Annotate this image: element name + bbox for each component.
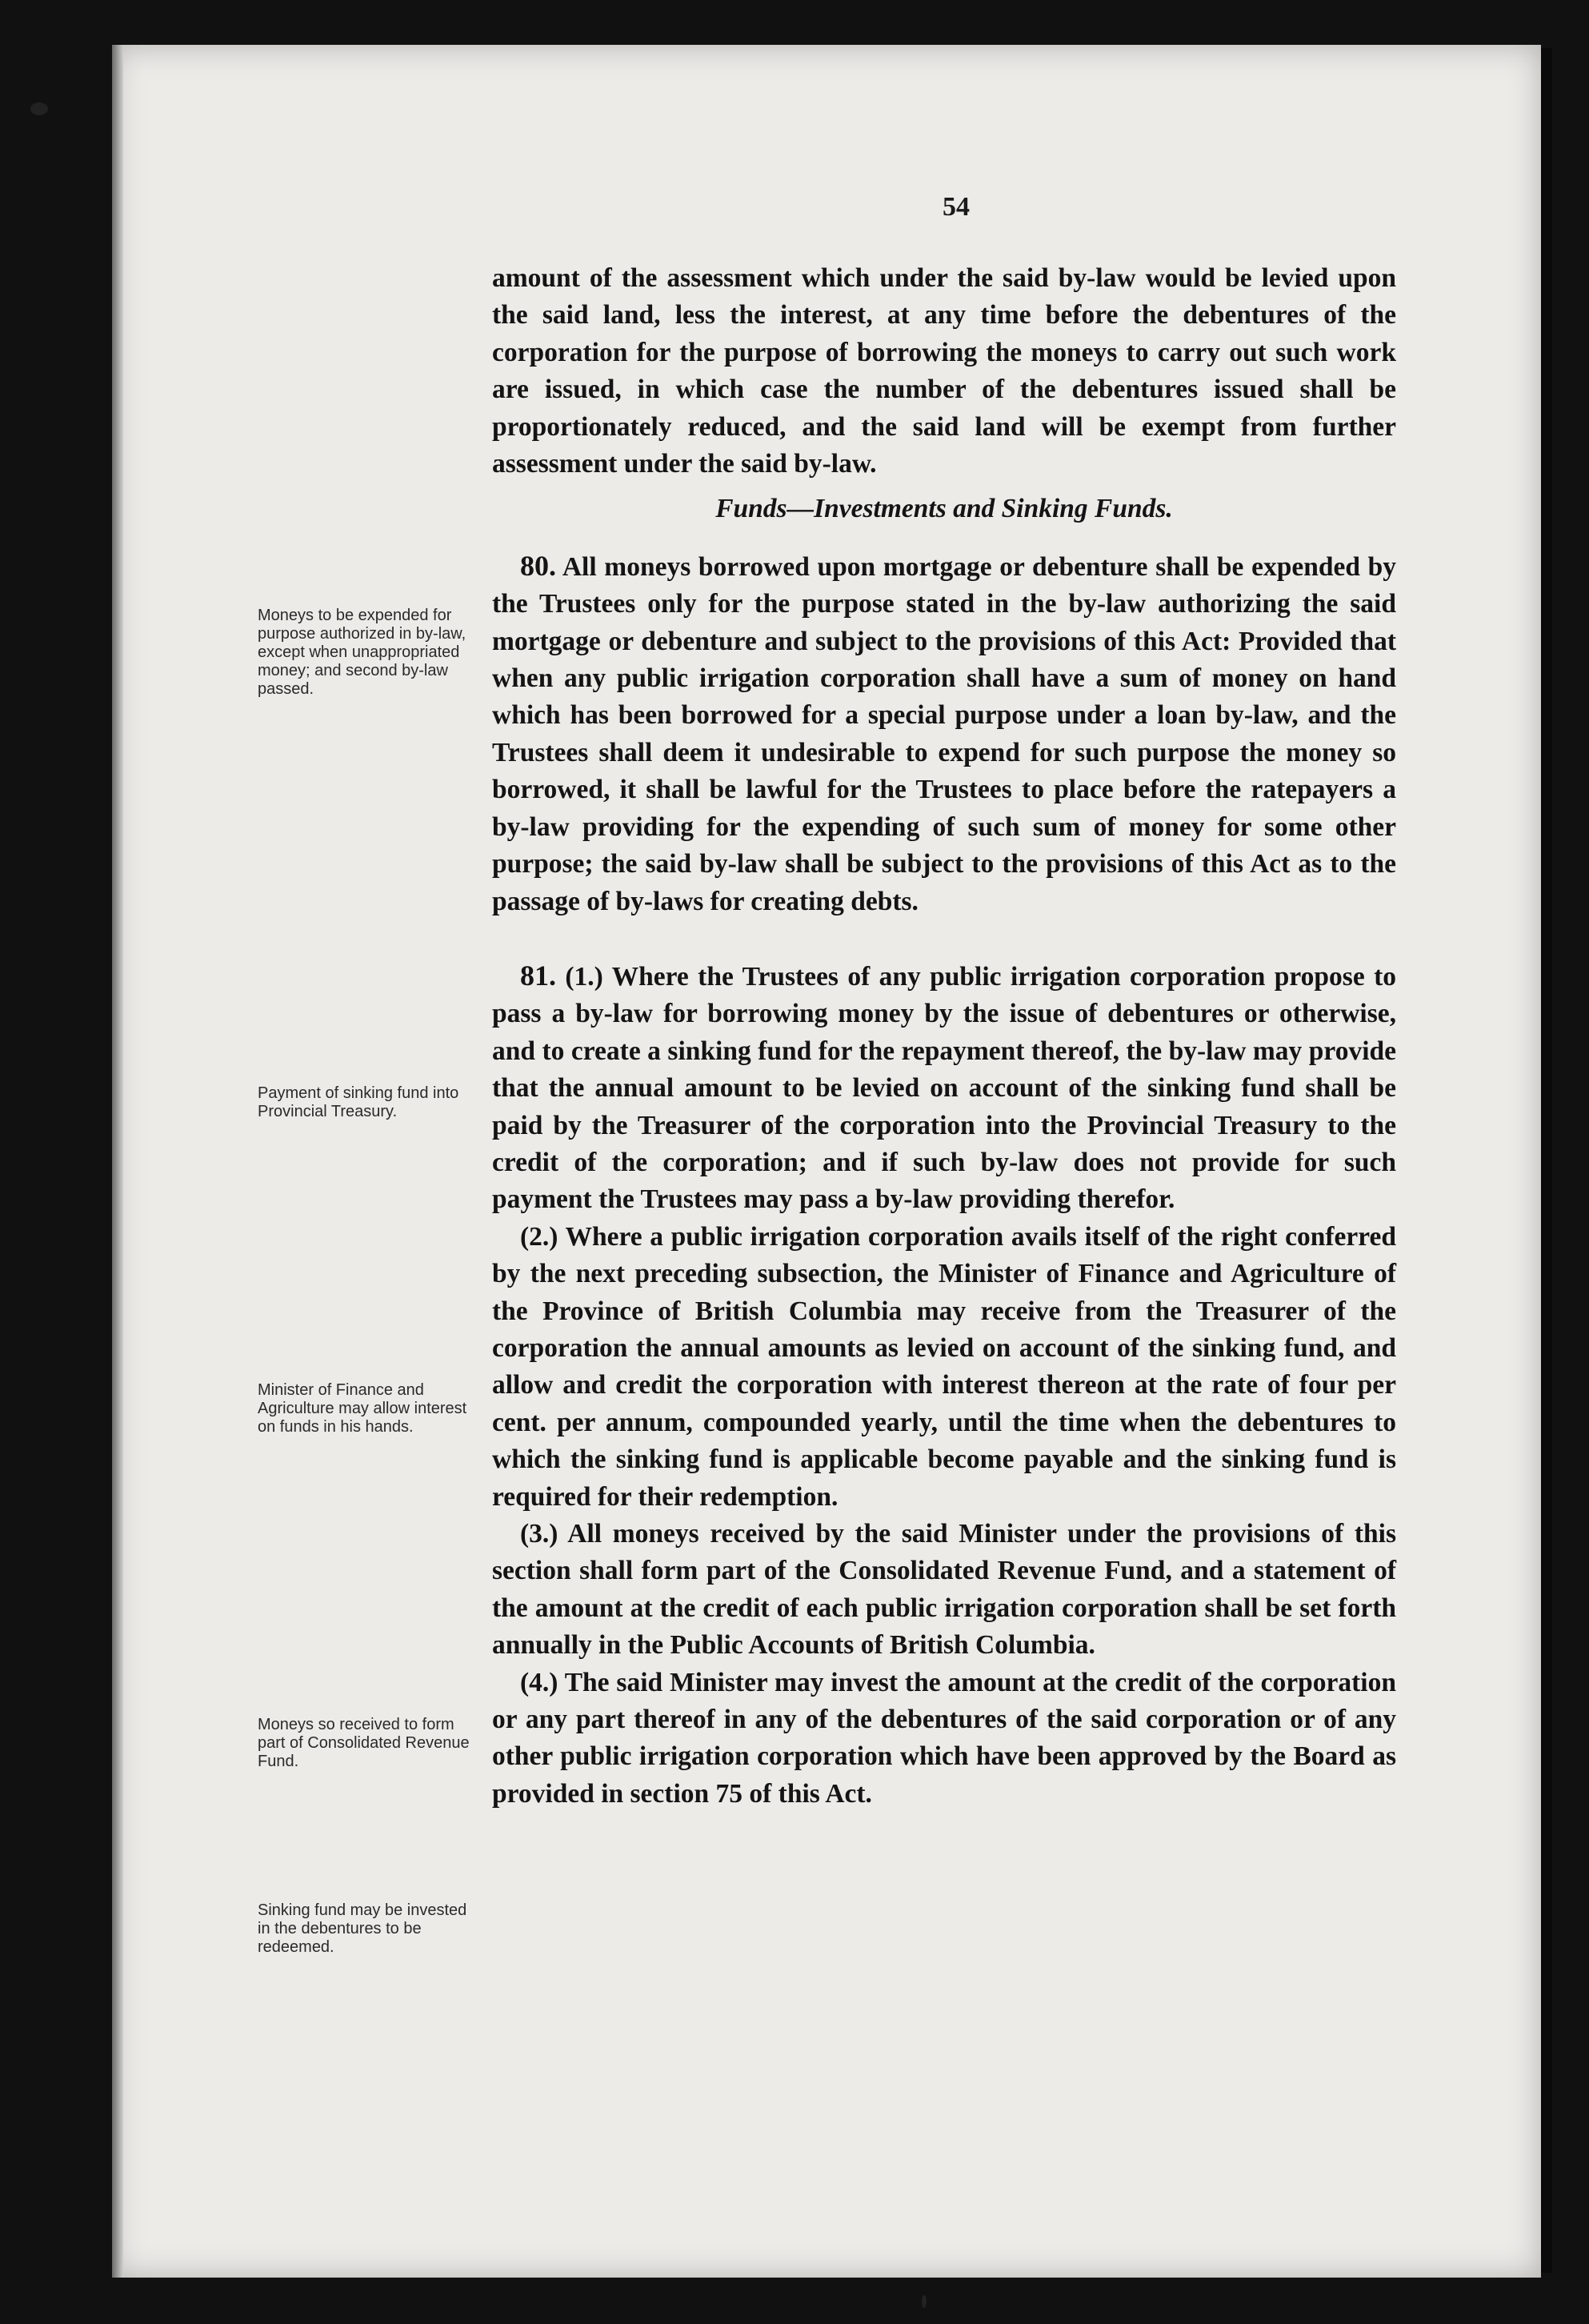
section-81-1 [492,957,1396,1219]
margin-note-section-81-3: Moneys so received to form part of Consolidated Revenue Fund. [258,1716,470,1770]
scan-speck [922,2295,927,2308]
section-81-number: 81. [520,959,556,992]
section-81-2: (2.) Where a public irrigation corporation avails itself of the right conferred by the next preceding subsection, the Minister of Finance and Agriculture of the Province of British Columbia may receive from the Treasurer of the corporation the annual amounts as levied on account of the sinking fund, and allow and credit the corporation with interest thereon at the rate of four per cent. per annum, compounded yearly, until the time when the debentures to which the sinking fund is applicable become payable and the sinking fund is required for their redemption. [492,1221,1396,1512]
section-80-text: All moneys borrowed upon mortgage or debenture shall be expended by the Trustees only for the purpose stated in the by-law authorizing the said mortgage or debenture and subject to the provisions of this Act: Provided that when any public irrigation corporation shall have a sum of money on hand which has been borrowed for a special purpose under a loan by-law, and the Trustees shall deem it undesirable to expend for such purpose the money so borrowed, it shall be lawful for the Trustees to place before the ratepayers a by-law providing for the expending of such sum of money for some other purpose; the said by-law shall be subject to the provisions of this Act as to the passage of by-laws for creating debts. [492,551,1396,916]
margin-note-section-81-4: Sinking fund may be invested in the debentures to be redeemed. [258,1901,467,1956]
opening-paragraph: amount of the assessment which under the said by-law would be levied upon the said land, less the interest, at any time before the debentures of the corporation for the purpose of borrowing the moneys to carry out such work are issued, in which case the number of the debentures issued shall be proportionately reduced, and the said land will be exempt from further assessment under the said by-law. [492,263,1396,479]
margin-note-section-81-1: Payment of sinking fund into Provincial Treasury. [258,1084,459,1120]
section-80-number: 80. [520,549,556,582]
margin-note-section-81-2: Minister of Finance and Agriculture may allow interest on funds in his hands. [258,1381,467,1436]
page-binding-edge [112,45,123,2278]
scan-speck [30,102,48,115]
section-80 [492,547,1396,920]
margin-note-section-80: Moneys to be expended for purpose authorized in by-law, except when unappropriated money; and second by-law passed. [258,607,466,698]
section-heading: Funds—Investments and Sinking Funds. [715,494,1173,524]
section-81-4: (4.) The said Minister may invest the amount at the credit of the corporation or any part thereof in any of the debentures of the said corporation or of any other public irrigation corporation which have been approved by the Board as provided in section 75 of this Act. [492,1667,1396,1809]
section-81-1-text: (1.) Where the Trustees of any public irrigation corporation propose to pass a by-law for borrowing money by the issue of debentures or otherwise, and to create a sinking fund for the repayment thereof, the by-law may provide that the annual amount to be levied on account of the sinking fund shall be paid by the Treasurer of the corporation into the Provincial Treasury to the credit of the corporation; and if such by-law does not provide for such payment the Trustees may pass a by-law providing therefor. [492,961,1397,1215]
main-text-column [492,260,1396,1813]
scan-right-edge [1541,48,1552,2273]
section-81-3: (3.) All moneys received by the said Minister under the provisions of this section shall form part of the Consolidated Revenue Fund, and a statement of the amount at the credit of each public irrigation corporation shall be set forth annually in the Public Accounts of British Columbia. [492,1519,1396,1661]
page-number: 54 [943,192,970,222]
